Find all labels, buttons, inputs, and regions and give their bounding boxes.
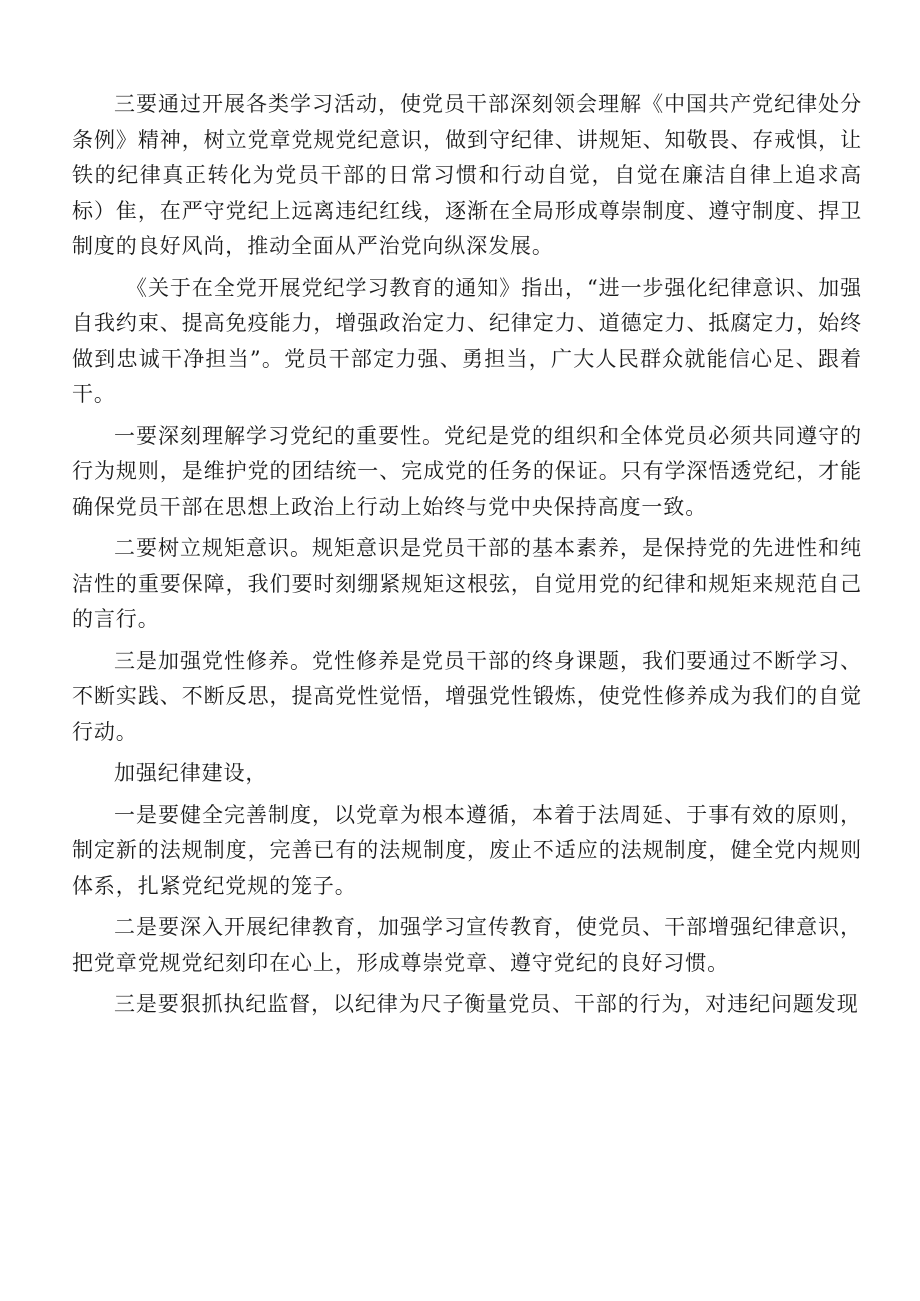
paragraph-1: 三要通过开展各类学习活动，使党员干部深刻领会理解《中国共产党纪律处分条例》精神，树立党章党规党纪意识，做到守纪律、讲规矩、知敬畏、存戒惧，让铁的纪律真正转化为党员干部的日常习惯和行动自觉，自觉在廉洁自律上追求高标）隹，在严守党纪上远离违纪红线，逐渐在全局形成尊崇制度、遵守制度、捍卫制度的良好风尚，推动全面从严治党向纵深发展。 (72, 92, 862, 258)
paragraph-2: 《关于在全党开展党纪学习教育的通知》指出，“进一步强化纪律意识、加强自我约束、提高免疫能力，增强政治定力、纪律定力、道德定力、抵腐定力，始终做到忠诚干净担当”。党员干部定力强、勇担当，广大人民群众就能信心足、跟着干。 (72, 275, 862, 406)
paragraph-9: 三是要狠抓执纪监督，以纪律为尺子衡量党员、干部的行为，对违纪问题发现 (114, 992, 859, 1016)
paragraph-3: 一要深刻理解学习党纪的重要性。党纪是党的组织和全体党员必须共同遵守的行为规则，是维护党的团结统一、完成党的任务的保证。只有学深悟透党纪，才能确保党员干部在思想上政治上行动上始终与党中央保持高度一致。 (72, 423, 862, 519)
paragraph-4: 二要树立规矩意识。规矩意识是党员干部的基本素养，是保持党的先进性和纯洁性的重要保障，我们要时刻绷紧规矩这根弦，自觉用党的纪律和规矩来规范自己的言行。 (72, 536, 862, 631)
document-body (72, 87, 862, 1023)
paragraph-8: 二是要深入开展纪律教育，加强学习宣传教育，使党员、干部增强纪律意识，把党章党规党纪刻印在心上，形成尊崇党章、遵守党纪的良好习惯。 (72, 915, 862, 975)
paragraph-7: 一是要健全完善制度，以党章为根本遵循，本着于法周延、于事有效的原则，制定新的法规制度，完善已有的法规制度，废止不适应的法规制度，健全党内规则体系，扎紧党纪党规的笼子。 (72, 802, 862, 898)
paragraph-6: 加强纪律建设， (114, 761, 268, 785)
paragraph-5: 三是加强党性修养。党性修养是党员干部的终身课题，我们要通过不断学习、不断实践、不断反思，提高党性觉悟，增强党性锻炼，使党性修养成为我们的自觉行动。 (72, 648, 862, 744)
